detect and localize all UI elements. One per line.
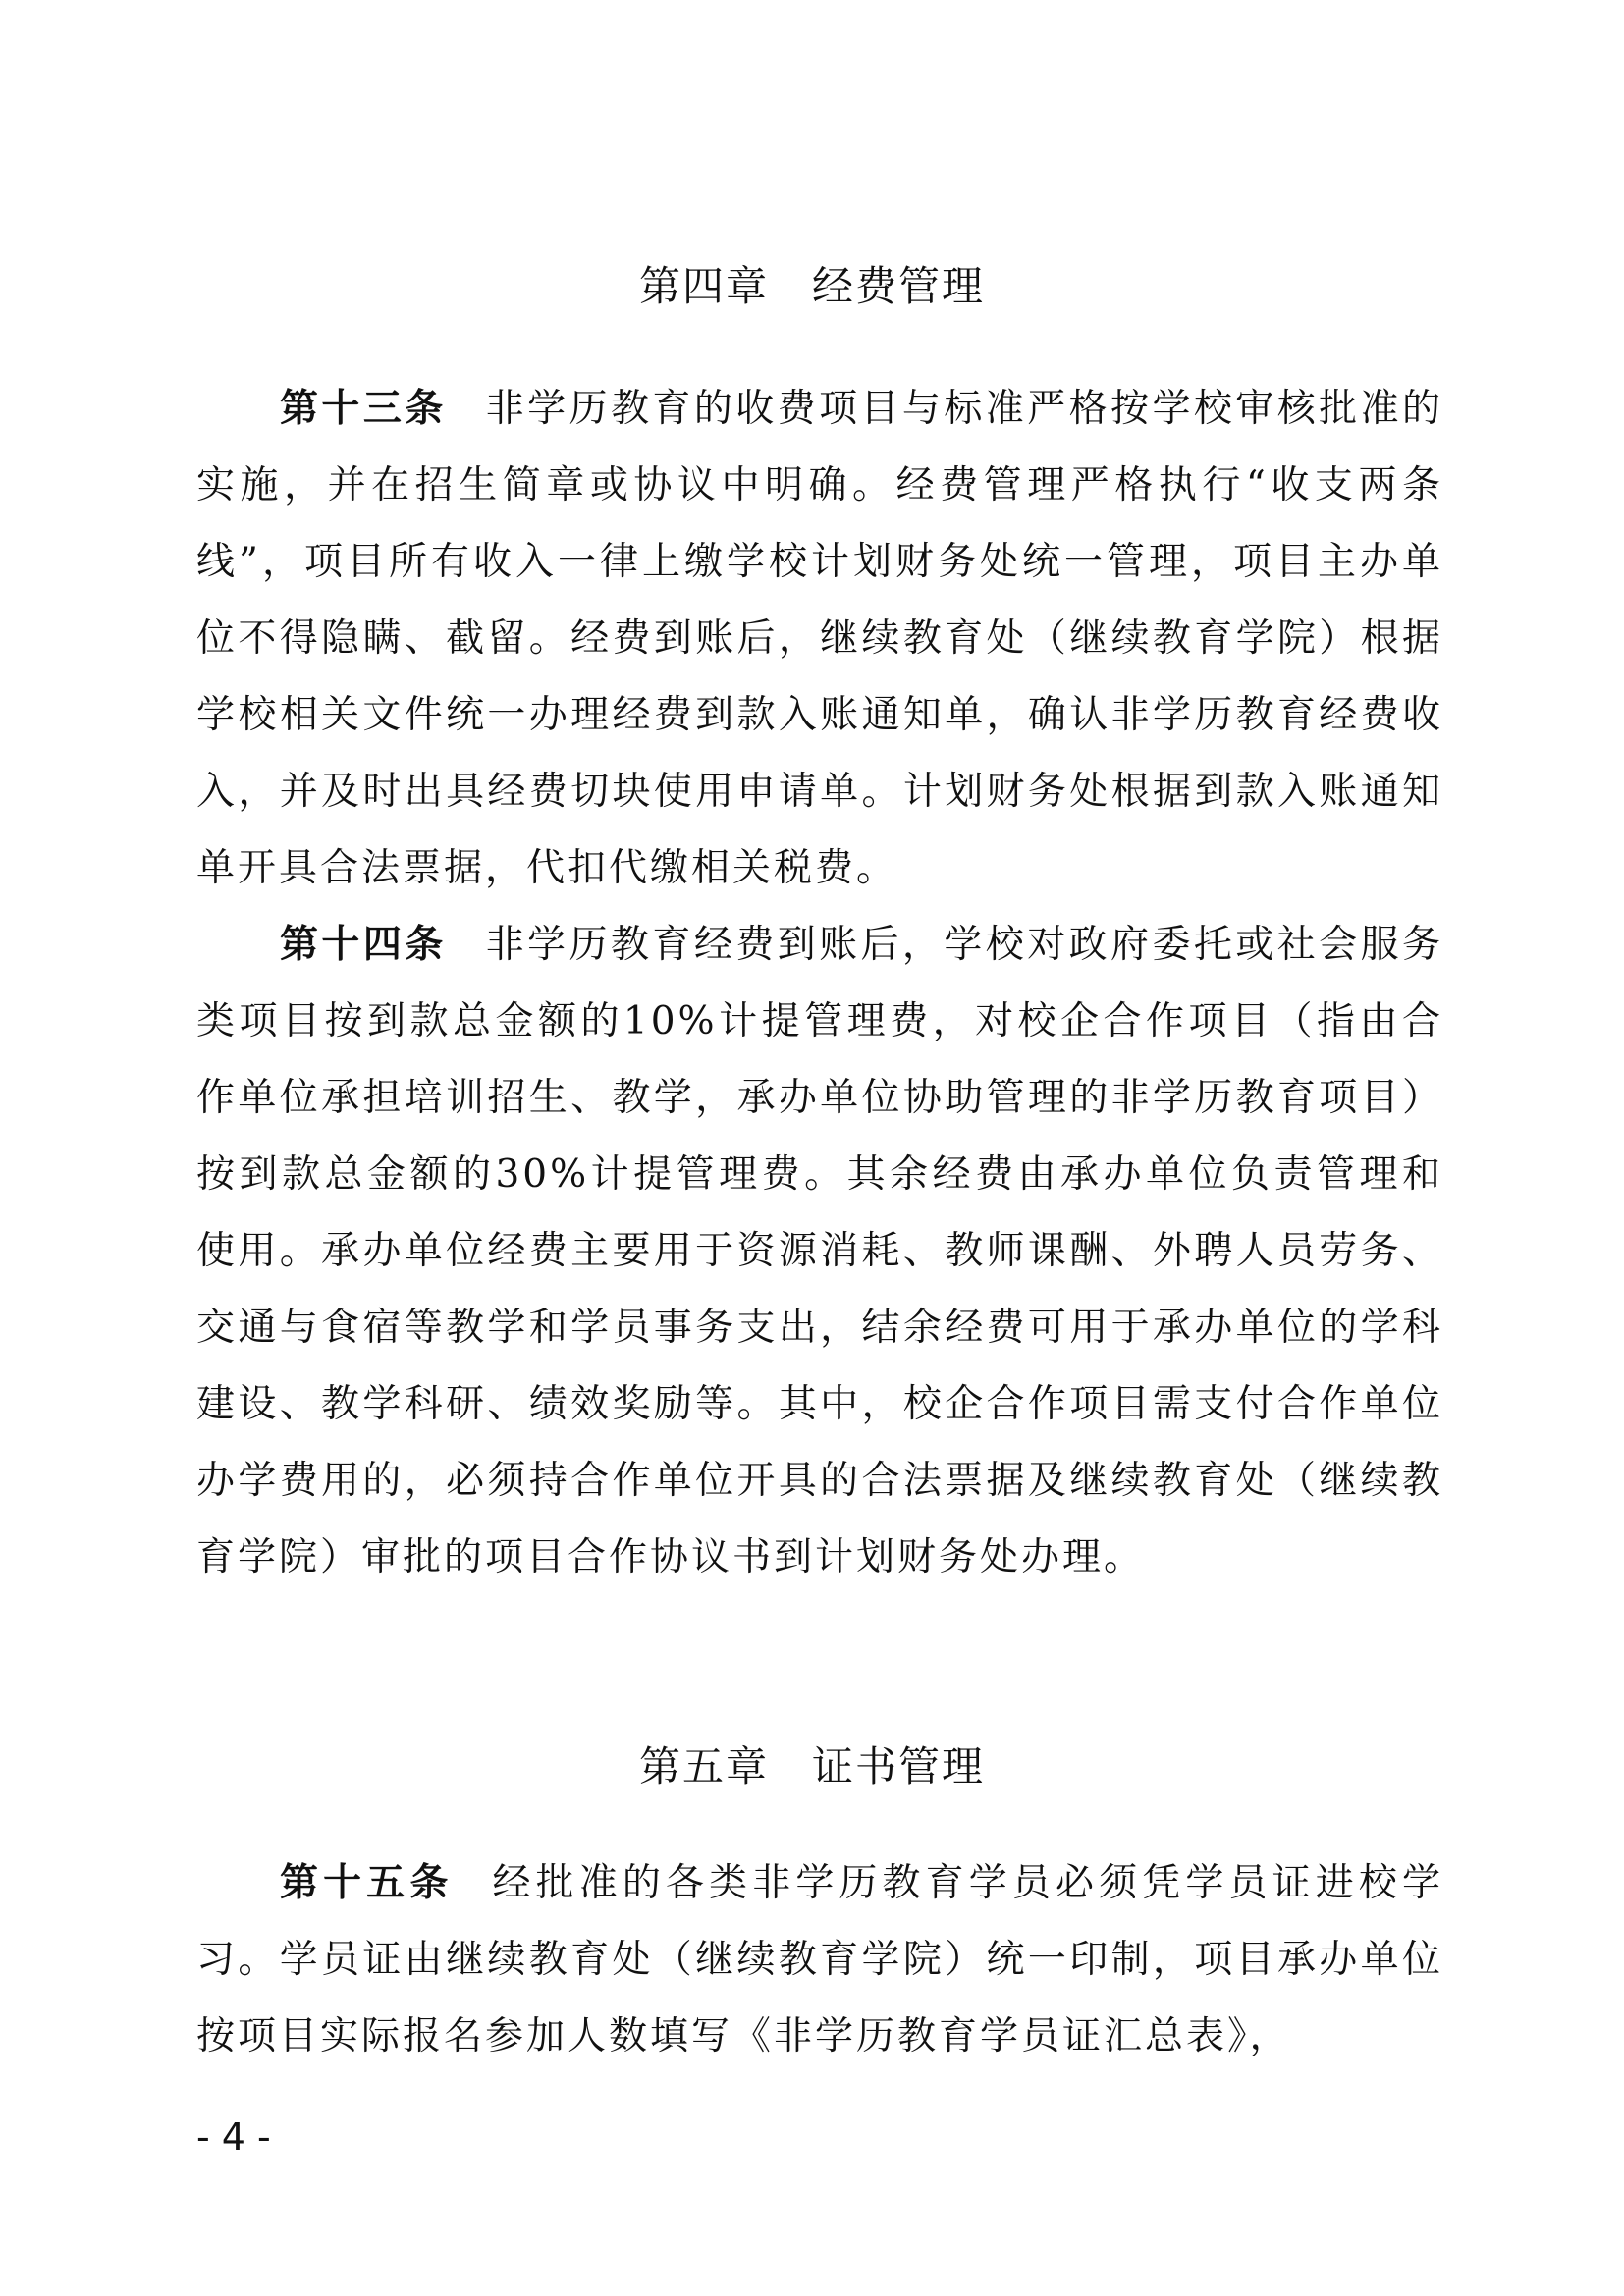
- chapter-title-5: 第五章 证书管理: [638, 1742, 985, 1790]
- chapter-title-4: 第四章 经费管理: [638, 262, 985, 310]
- article-15: [196, 1845, 1443, 2075]
- article-15-heading: 第十五条: [280, 1861, 454, 1905]
- article-13: [196, 371, 1443, 907]
- page-number: - 4 -: [196, 2115, 271, 2159]
- article-14: [196, 907, 1443, 1596]
- article-14-heading: 第十四条: [280, 923, 447, 967]
- article-13-body: 非学历教育的收费项目与标准严格按学校审核批准的实施，并在招生简章或协议中明确。经费管理严格执行“收支两条线”，项目所有收入一律上缴学校计划财务处统一管理，项目主办单位不得隐瞒、截留。经费到账后，继续教育处（继续教育学院）根据学校相关文件统一办理经费到款入账通知单，确认非学历教育经费收入，并及时出具经费切块使用申请单。计划财务处根据到款入账通知单开具合法票据，代扣代缴相关税费。: [196, 387, 1443, 890]
- article-15-body: 经批准的各类非学历教育学员必须凭学员证进校学习。学员证由继续教育处（继续教育学院）统一印制，项目承办单位按项目实际报名参加人数填写《非学历教育学员证汇总表》，: [196, 1861, 1443, 2058]
- article-13-heading: 第十三条: [280, 387, 447, 431]
- article-14-body: 非学历教育经费到账后，学校对政府委托或社会服务类项目按到款总金额的10%计提管理费，对校企合作项目（指由合作单位承担培训招生、教学，承办单位协助管理的非学历教育项目）按到款总金额的30%计提管理费。其余经费由承办单位负责管理和使用。承办单位经费主要用于资源消耗、教师课酬、外聘人员劳务、交通与食宿等教学和学员事务支出，结余经费可用于承办单位的学科建设、教学科研、绩效奖励等。其中，校企合作项目需支付合作单位办学费用的，必须持合作单位开具的合法票据及继续教育处（继续教育学院）审批的项目合作协议书到计划财务处办理。: [196, 923, 1443, 1579]
